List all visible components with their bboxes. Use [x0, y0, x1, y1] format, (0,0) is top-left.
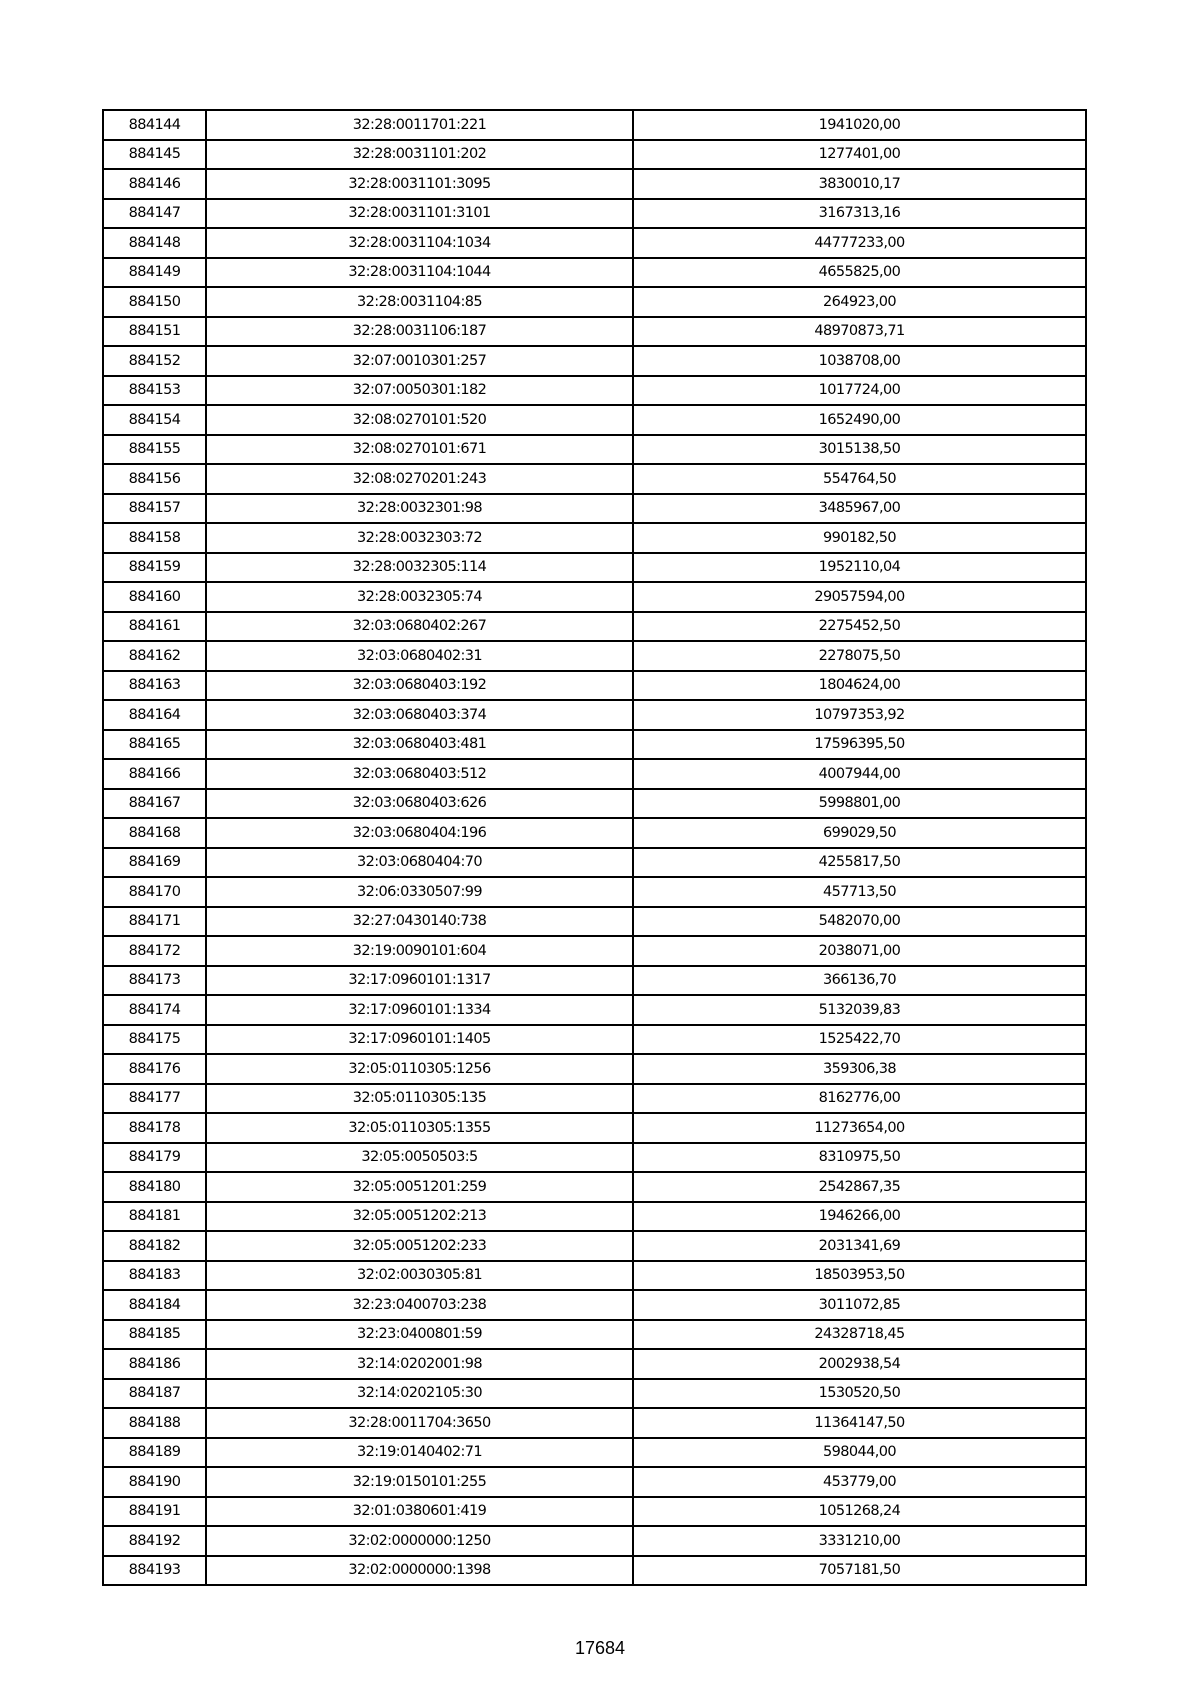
table-row [103, 553, 1086, 583]
value-cell: 5132039,83 [633, 995, 1086, 1025]
cadastral-number-cell: 32:23:0400801:59 [206, 1320, 633, 1350]
value-cell: 1038708,00 [633, 346, 1086, 376]
cadastral-number-cell: 32:28:0031104:85 [206, 287, 633, 317]
table-row [103, 759, 1086, 789]
value-cell: 1652490,00 [633, 405, 1086, 435]
cadastral-number-cell: 32:28:0011701:221 [206, 110, 633, 140]
value-cell: 3011072,85 [633, 1290, 1086, 1320]
cadastral-number-cell: 32:28:0032301:98 [206, 494, 633, 524]
row-id-cell: 884191 [103, 1497, 206, 1527]
value-cell: 1946266,00 [633, 1202, 1086, 1232]
cadastral-number-cell: 32:28:0032305:114 [206, 553, 633, 583]
table-row [103, 1054, 1086, 1084]
value-cell: 1941020,00 [633, 110, 1086, 140]
value-cell: 366136,70 [633, 966, 1086, 996]
table-row [103, 1320, 1086, 1350]
value-cell: 453779,00 [633, 1467, 1086, 1497]
row-id-cell: 884149 [103, 258, 206, 288]
cadastral-number-cell: 32:28:0011704:3650 [206, 1408, 633, 1438]
cadastral-number-cell: 32:02:0000000:1250 [206, 1526, 633, 1556]
cadastral-number-cell: 32:19:0090101:604 [206, 936, 633, 966]
table-row [103, 1379, 1086, 1409]
cadastral-number-cell: 32:23:0400703:238 [206, 1290, 633, 1320]
row-id-cell: 884181 [103, 1202, 206, 1232]
row-id-cell: 884173 [103, 966, 206, 996]
row-id-cell: 884190 [103, 1467, 206, 1497]
table-row [103, 789, 1086, 819]
row-id-cell: 884184 [103, 1290, 206, 1320]
table-row [103, 1438, 1086, 1468]
value-cell: 598044,00 [633, 1438, 1086, 1468]
row-id-cell: 884152 [103, 346, 206, 376]
row-id-cell: 884170 [103, 877, 206, 907]
value-cell: 4655825,00 [633, 258, 1086, 288]
row-id-cell: 884182 [103, 1231, 206, 1261]
cadastral-number-cell: 32:28:0031106:187 [206, 317, 633, 347]
value-cell: 29057594,00 [633, 582, 1086, 612]
value-cell: 24328718,45 [633, 1320, 1086, 1350]
table-row [103, 582, 1086, 612]
cadastral-number-cell: 32:05:0110305:1256 [206, 1054, 633, 1084]
cadastral-number-cell: 32:28:0031104:1044 [206, 258, 633, 288]
cadastral-number-cell: 32:17:0960101:1405 [206, 1025, 633, 1055]
row-id-cell: 884167 [103, 789, 206, 819]
value-cell: 1530520,50 [633, 1379, 1086, 1409]
cadastral-number-cell: 32:05:0051202:233 [206, 1231, 633, 1261]
row-id-cell: 884187 [103, 1379, 206, 1409]
cadastral-number-cell: 32:03:0680402:31 [206, 641, 633, 671]
value-cell: 8162776,00 [633, 1084, 1086, 1114]
cadastral-number-cell: 32:03:0680404:196 [206, 818, 633, 848]
table-row [103, 1025, 1086, 1055]
row-id-cell: 884177 [103, 1084, 206, 1114]
table-row [103, 848, 1086, 878]
table-row [103, 287, 1086, 317]
cadastral-number-cell: 32:05:0051201:259 [206, 1172, 633, 1202]
table-row [103, 671, 1086, 701]
table-row [103, 1497, 1086, 1527]
cadastral-number-cell: 32:28:0032303:72 [206, 523, 633, 553]
cadastral-number-cell: 32:03:0680403:512 [206, 759, 633, 789]
row-id-cell: 884146 [103, 169, 206, 199]
row-id-cell: 884159 [103, 553, 206, 583]
table-row [103, 966, 1086, 996]
value-cell: 264923,00 [633, 287, 1086, 317]
row-id-cell: 884147 [103, 199, 206, 229]
row-id-cell: 884162 [103, 641, 206, 671]
table-row [103, 346, 1086, 376]
row-id-cell: 884165 [103, 730, 206, 760]
table-row [103, 1231, 1086, 1261]
row-id-cell: 884175 [103, 1025, 206, 1055]
cadastral-number-cell: 32:05:0050503:5 [206, 1143, 633, 1173]
table-row [103, 405, 1086, 435]
row-id-cell: 884156 [103, 464, 206, 494]
data-table [102, 109, 1087, 1586]
cadastral-number-cell: 32:07:0050301:182 [206, 376, 633, 406]
value-cell: 8310975,50 [633, 1143, 1086, 1173]
table-row [103, 995, 1086, 1025]
table-row [103, 700, 1086, 730]
row-id-cell: 884183 [103, 1261, 206, 1291]
value-cell: 2542867,35 [633, 1172, 1086, 1202]
cadastral-number-cell: 32:28:0031101:3101 [206, 199, 633, 229]
row-id-cell: 884185 [103, 1320, 206, 1350]
cadastral-number-cell: 32:28:0031104:1034 [206, 228, 633, 258]
table-row [103, 435, 1086, 465]
row-id-cell: 884180 [103, 1172, 206, 1202]
value-cell: 1051268,24 [633, 1497, 1086, 1527]
row-id-cell: 884161 [103, 612, 206, 642]
cadastral-number-cell: 32:08:0270201:243 [206, 464, 633, 494]
table-row [103, 936, 1086, 966]
cadastral-number-cell: 32:19:0150101:255 [206, 1467, 633, 1497]
table-row [103, 1349, 1086, 1379]
value-cell: 3830010,17 [633, 169, 1086, 199]
table-row [103, 1202, 1086, 1232]
table-row [103, 1467, 1086, 1497]
cadastral-number-cell: 32:03:0680403:626 [206, 789, 633, 819]
table-row [103, 907, 1086, 937]
cadastral-number-cell: 32:19:0140402:71 [206, 1438, 633, 1468]
value-cell: 4255817,50 [633, 848, 1086, 878]
value-cell: 699029,50 [633, 818, 1086, 848]
table-body [103, 110, 1086, 1585]
cadastral-number-cell: 32:05:0110305:135 [206, 1084, 633, 1114]
row-id-cell: 884164 [103, 700, 206, 730]
table-row [103, 1290, 1086, 1320]
row-id-cell: 884189 [103, 1438, 206, 1468]
row-id-cell: 884186 [103, 1349, 206, 1379]
table-row [103, 1172, 1086, 1202]
row-id-cell: 884145 [103, 140, 206, 170]
value-cell: 1277401,00 [633, 140, 1086, 170]
value-cell: 5482070,00 [633, 907, 1086, 937]
table-row [103, 258, 1086, 288]
cadastral-number-cell: 32:07:0010301:257 [206, 346, 633, 376]
value-cell: 1952110,04 [633, 553, 1086, 583]
value-cell: 1017724,00 [633, 376, 1086, 406]
cadastral-number-cell: 32:14:0202105:30 [206, 1379, 633, 1409]
cadastral-number-cell: 32:03:0680404:70 [206, 848, 633, 878]
value-cell: 4007944,00 [633, 759, 1086, 789]
value-cell: 10797353,92 [633, 700, 1086, 730]
value-cell: 2278075,50 [633, 641, 1086, 671]
row-id-cell: 884150 [103, 287, 206, 317]
cadastral-number-cell: 32:02:0030305:81 [206, 1261, 633, 1291]
cadastral-number-cell: 32:14:0202001:98 [206, 1349, 633, 1379]
row-id-cell: 884179 [103, 1143, 206, 1173]
table-row [103, 228, 1086, 258]
table-row [103, 1261, 1086, 1291]
cadastral-number-cell: 32:08:0270101:520 [206, 405, 633, 435]
row-id-cell: 884174 [103, 995, 206, 1025]
row-id-cell: 884158 [103, 523, 206, 553]
value-cell: 2002938,54 [633, 1349, 1086, 1379]
row-id-cell: 884178 [103, 1113, 206, 1143]
cadastral-number-cell: 32:28:0031101:202 [206, 140, 633, 170]
table-row [103, 1526, 1086, 1556]
value-cell: 5998801,00 [633, 789, 1086, 819]
table-row [103, 464, 1086, 494]
row-id-cell: 884171 [103, 907, 206, 937]
cadastral-number-cell: 32:28:0032305:74 [206, 582, 633, 612]
cadastral-number-cell: 32:05:0110305:1355 [206, 1113, 633, 1143]
cadastral-number-cell: 32:03:0680403:481 [206, 730, 633, 760]
cadastral-number-cell: 32:01:0380601:419 [206, 1497, 633, 1527]
value-cell: 3485967,00 [633, 494, 1086, 524]
table-row [103, 1408, 1086, 1438]
table-row [103, 199, 1086, 229]
table-row [103, 523, 1086, 553]
value-cell: 3167313,16 [633, 199, 1086, 229]
value-cell: 2275452,50 [633, 612, 1086, 642]
table-row [103, 730, 1086, 760]
value-cell: 11364147,50 [633, 1408, 1086, 1438]
value-cell: 1525422,70 [633, 1025, 1086, 1055]
value-cell: 2038071,00 [633, 936, 1086, 966]
table-row [103, 110, 1086, 140]
table-row [103, 1113, 1086, 1143]
table-row [103, 1084, 1086, 1114]
value-cell: 554764,50 [633, 464, 1086, 494]
value-cell: 7057181,50 [633, 1556, 1086, 1586]
cadastral-number-cell: 32:02:0000000:1398 [206, 1556, 633, 1586]
cadastral-number-cell: 32:17:0960101:1334 [206, 995, 633, 1025]
row-id-cell: 884176 [103, 1054, 206, 1084]
row-id-cell: 884168 [103, 818, 206, 848]
row-id-cell: 884193 [103, 1556, 206, 1586]
row-id-cell: 884144 [103, 110, 206, 140]
value-cell: 17596395,50 [633, 730, 1086, 760]
row-id-cell: 884160 [103, 582, 206, 612]
row-id-cell: 884153 [103, 376, 206, 406]
table-row [103, 376, 1086, 406]
row-id-cell: 884172 [103, 936, 206, 966]
row-id-cell: 884148 [103, 228, 206, 258]
table-row [103, 877, 1086, 907]
row-id-cell: 884192 [103, 1526, 206, 1556]
value-cell: 2031341,69 [633, 1231, 1086, 1261]
cadastral-number-cell: 32:27:0430140:738 [206, 907, 633, 937]
value-cell: 44777233,00 [633, 228, 1086, 258]
value-cell: 359306,38 [633, 1054, 1086, 1084]
row-id-cell: 884166 [103, 759, 206, 789]
row-id-cell: 884169 [103, 848, 206, 878]
value-cell: 11273654,00 [633, 1113, 1086, 1143]
table-row [103, 1143, 1086, 1173]
row-id-cell: 884154 [103, 405, 206, 435]
table-row [103, 140, 1086, 170]
table-row [103, 818, 1086, 848]
table-row [103, 317, 1086, 347]
row-id-cell: 884163 [103, 671, 206, 701]
value-cell: 1804624,00 [633, 671, 1086, 701]
value-cell: 3015138,50 [633, 435, 1086, 465]
value-cell: 48970873,71 [633, 317, 1086, 347]
row-id-cell: 884151 [103, 317, 206, 347]
table-row [103, 1556, 1086, 1586]
table-row [103, 641, 1086, 671]
row-id-cell: 884155 [103, 435, 206, 465]
value-cell: 18503953,50 [633, 1261, 1086, 1291]
cadastral-number-cell: 32:28:0031101:3095 [206, 169, 633, 199]
cadastral-number-cell: 32:05:0051202:213 [206, 1202, 633, 1232]
row-id-cell: 884157 [103, 494, 206, 524]
table-row [103, 494, 1086, 524]
value-cell: 990182,50 [633, 523, 1086, 553]
cadastral-number-cell: 32:03:0680403:192 [206, 671, 633, 701]
cadastral-number-cell: 32:03:0680402:267 [206, 612, 633, 642]
value-cell: 3331210,00 [633, 1526, 1086, 1556]
cadastral-number-cell: 32:03:0680403:374 [206, 700, 633, 730]
value-cell: 457713,50 [633, 877, 1086, 907]
cadastral-number-cell: 32:06:0330507:99 [206, 877, 633, 907]
table-row [103, 612, 1086, 642]
row-id-cell: 884188 [103, 1408, 206, 1438]
cadastral-number-cell: 32:17:0960101:1317 [206, 966, 633, 996]
table-row [103, 169, 1086, 199]
cadastral-number-cell: 32:08:0270101:671 [206, 435, 633, 465]
page-number: 17684 [574, 1638, 626, 1658]
